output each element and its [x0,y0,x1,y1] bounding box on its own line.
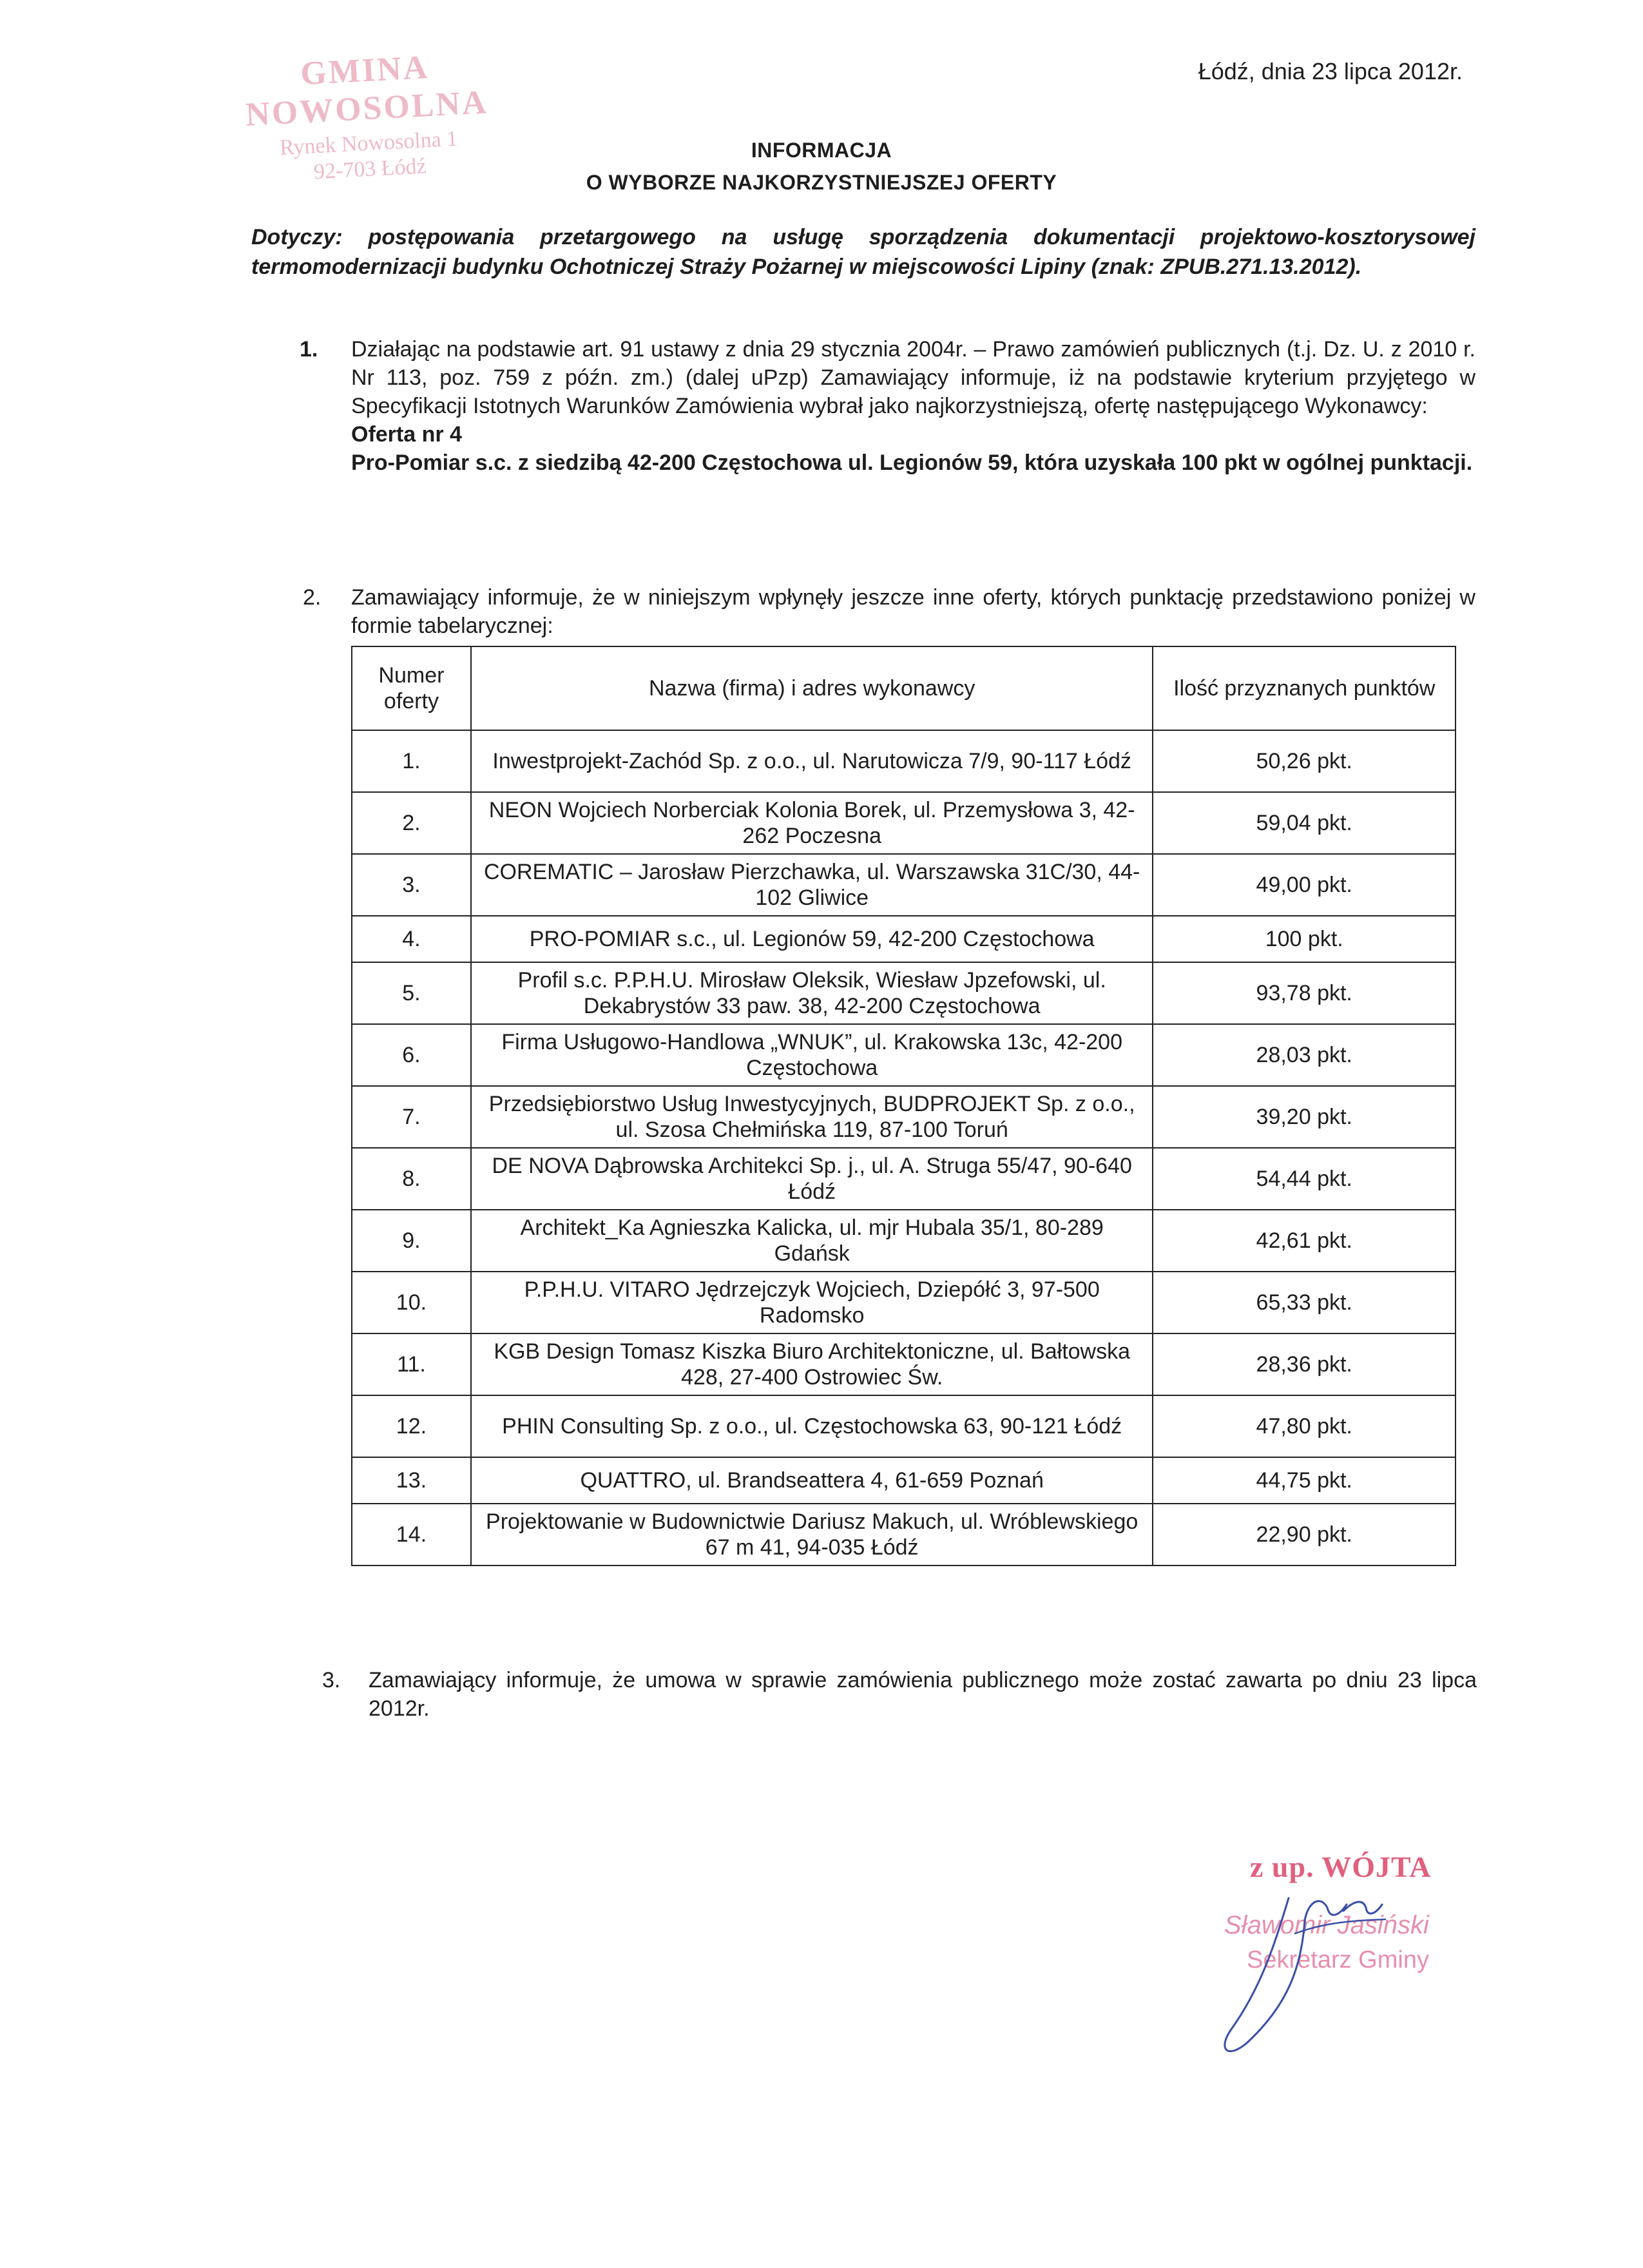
table-header-row [352,646,1456,730]
point-2-number: 2. [303,585,322,610]
selected-offer-label: Oferta nr 4 [351,422,462,447]
offer-number: 6. [352,1024,471,1086]
offer-points: 28,36 pkt. [1153,1333,1456,1395]
contractor-name: Firma Usługowo-Handlowa „WNUK”, ul. Krakowska 13c, 42-200 Częstochowa [471,1024,1153,1086]
table-row [352,730,1456,792]
point-3-text: Zamawiający informuje, że umowa w sprawie zamówienia publicznego może zostać zawarta po dniu 23 lipca 2012r. [369,1668,1477,1721]
offer-number: 10. [352,1272,471,1333]
offer-points: 100 pkt. [1153,916,1456,962]
document-subtitle: O WYBORZE NAJKORZYSTNIEJSZEJ OFERTY [586,171,1057,194]
contractor-name: PHIN Consulting Sp. z o.o., ul. Częstochowska 63, 90-121 Łódź [471,1395,1153,1457]
authority-stamp: z up. WÓJTA [1250,1850,1432,1883]
header-contractor-name: Nazwa (firma) i adres wykonawcy [471,646,1153,730]
table-row [352,1148,1456,1210]
table-row [352,1086,1456,1148]
signatory-role: Sekretarz Gminy [1247,1946,1429,1973]
stamp-line-2: Rynek Nowosolna 1 [279,126,459,160]
document-date: Łódź, dnia 23 lipca 2012r. [1198,58,1463,84]
table-row [352,1272,1456,1333]
offer-number: 7. [352,1086,471,1148]
offer-number: 2. [352,792,471,854]
subject-paragraph: Dotyczy: postępowania przetargowego na usługę sporządzenia dokumentacji projektowo-kosztorysowej termomodernizacji budynku Ochotniczej Straży Pożarnej w miejscowości Lipiny (znak: ZPUB.271.13.2012). [251,225,1475,279]
signatory-name: Sławomir Jasiński [1224,1911,1429,1939]
offer-number: 8. [352,1148,471,1210]
stamp-line-3: 92-703 Łódź [313,154,427,184]
contractor-name: PRO-POMIAR s.c., ul. Legionów 59, 42-200 Częstochowa [471,916,1153,962]
contractor-name: Profil s.c. P.P.H.U. Mirosław Oleksik, Wiesław Jpzefowski, ul. Dekabrystów 33 paw. 38, 42-200 Częstochowa [471,962,1153,1024]
point-1-text: Działając na podstawie art. 91 ustawy z dnia 29 stycznia 2004r. – Prawo zamówień publicznych (t.j. Dz. U. z 2010 r. Nr 113, poz. 759 z późn. zm.) (dalej uPzp) Zamawiający informuje, iż na podstawie kryterium przyjętego w Specyfikacji Istotnych Warunków Zamówienia wybrał jako najkorzystniejszą, ofertę następującego Wykonawcy: [351,337,1475,418]
offer-number: 3. [352,854,471,916]
selected-offer-text: Pro-Pomiar s.c. z siedzibą 42-200 Częstochowa ul. Legionów 59, która uzyskała 100 pkt w ogólnej punktacji. [351,451,1473,475]
table-row [352,1395,1456,1457]
contractor-name: P.P.H.U. VITARO Jędrzejczyk Wojciech, Dziepółć 3, 97-500 Radomsko [471,1272,1153,1333]
header-offer-number: Numer oferty [352,646,471,730]
offer-number: 13. [352,1457,471,1504]
offer-points: 65,33 pkt. [1153,1272,1456,1333]
table-row [352,1504,1456,1565]
municipality-stamp [184,42,551,191]
point-1-body [351,335,1475,477]
table-row [352,1024,1456,1086]
stamp-line-1: GMINA NOWOSOLNA [244,48,489,133]
offer-points: 28,03 pkt. [1153,1024,1456,1086]
contractor-name: QUATTRO, ul. Brandseattera 4, 61-659 Poznań [471,1457,1153,1504]
contractor-name: DE NOVA Dąbrowska Architekci Sp. j., ul. A. Struga 55/47, 90-640 Łódź [471,1148,1153,1210]
point-3-number: 3. [322,1668,341,1692]
point-1-number: 1. [300,337,318,362]
offer-points: 44,75 pkt. [1153,1457,1456,1504]
offer-points: 54,44 pkt. [1153,1148,1456,1210]
offer-points: 39,20 pkt. [1153,1086,1456,1148]
offer-points: 50,26 pkt. [1153,730,1456,792]
offer-number: 11. [352,1333,471,1395]
offer-points: 59,04 pkt. [1153,792,1456,854]
table-row [352,792,1456,854]
offer-points: 47,80 pkt. [1153,1395,1456,1457]
handwritten-signature [1192,1837,1463,2069]
table-row [352,854,1456,916]
contractor-name: Projektowanie w Budownictwie Dariusz Makuch, ul. Wróblewskiego 67 m 41, 94-035 Łódź [471,1504,1153,1565]
signature-block [1192,1837,1463,2069]
table-row [352,1457,1456,1504]
offer-points: 22,90 pkt. [1153,1504,1456,1565]
offer-number: 4. [352,916,471,962]
contractor-name: KGB Design Tomasz Kiszka Biuro Architektoniczne, ul. Bałtowska 428, 27-400 Ostrowiec Św. [471,1333,1153,1395]
offer-number: 9. [352,1210,471,1272]
offer-number: 14. [352,1504,471,1565]
contractor-name: COREMATIC – Jarosław Pierzchawka, ul. Warszawska 31C/30, 44-102 Gliwice [471,854,1153,916]
offer-number: 1. [352,730,471,792]
offers-table [351,646,1456,1566]
offer-points: 93,78 pkt. [1153,962,1456,1024]
offer-points: 49,00 pkt. [1153,854,1456,916]
table-row [352,1210,1456,1272]
contractor-name: Inwestprojekt-Zachód Sp. z o.o., ul. Narutowicza 7/9, 90-117 Łódź [471,730,1153,792]
offer-number: 5. [352,962,471,1024]
point-2-text: Zamawiający informuje, że w niniejszym wpłynęły jeszcze inne oferty, których punktację przedstawiono poniżej w formie tabelarycznej: [351,585,1475,638]
offer-number: 12. [352,1395,471,1457]
table-row [352,916,1456,962]
contractor-name: NEON Wojciech Norberciak Kolonia Borek, ul. Przemysłowa 3, 42-262 Poczesna [471,792,1153,854]
contractor-name: Przedsiębiorstwo Usług Inwestycyjnych, BUDPROJEKT Sp. z o.o., ul. Szosa Chełmińska 119, 87-100 Toruń [471,1086,1153,1148]
header-points: Ilość przyznanych punktów [1153,646,1456,730]
document-title: INFORMACJA [751,139,892,162]
contractor-name: Architekt_Ka Agnieszka Kalicka, ul. mjr Hubala 35/1, 80-289 Gdańsk [471,1210,1153,1272]
table-row [352,1333,1456,1395]
offer-points: 42,61 pkt. [1153,1210,1456,1272]
table-row [352,962,1456,1024]
